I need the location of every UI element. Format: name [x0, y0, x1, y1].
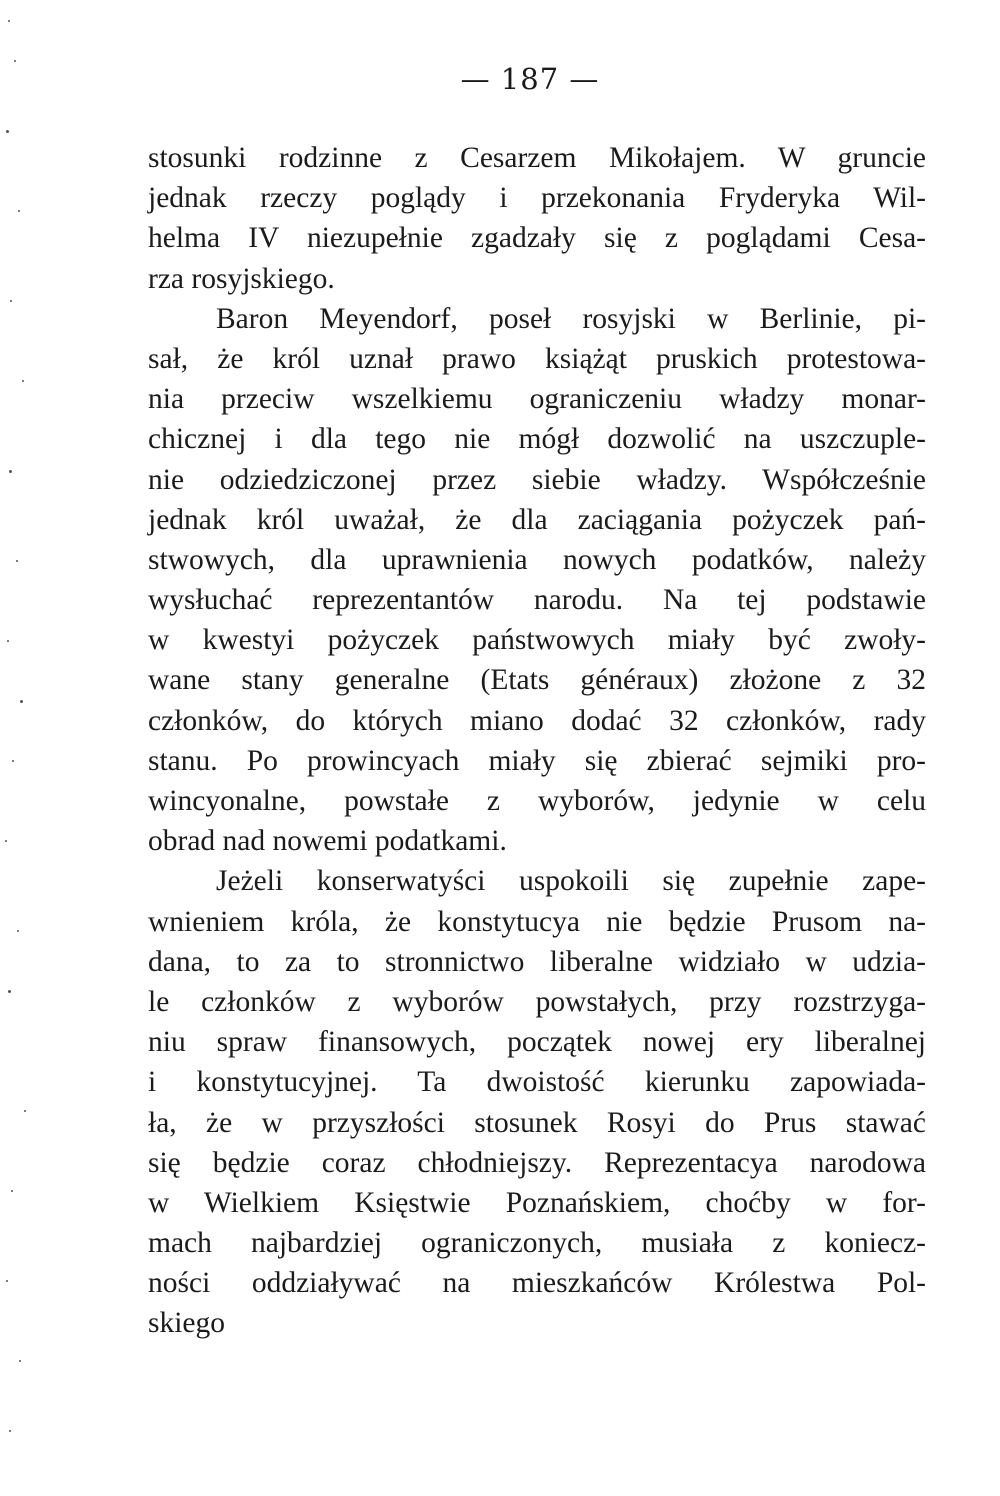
- body-text: [148, 138, 926, 1344]
- scan-speck: [12, 760, 14, 762]
- scan-speck: [18, 210, 20, 212]
- scan-speck: [7, 640, 9, 642]
- text-line: ności oddziaływać na mieszkańców Królestwa Pol-: [148, 1267, 926, 1300]
- scan-speck: [16, 560, 18, 562]
- scan-speck: [8, 20, 10, 22]
- scan-speck: [17, 930, 19, 932]
- text-line: niu spraw finansowych, początek nowej ery liberalnej: [148, 1026, 926, 1059]
- text-line: mach najbardziej ograniczonych, musiała z koniecz-: [148, 1227, 926, 1260]
- text-line: obrad nad nowemi podatkami.: [148, 825, 507, 858]
- scan-speck: [14, 60, 16, 62]
- scan-speck: [10, 300, 12, 302]
- text-line: rza rosyjskiego.: [148, 262, 335, 295]
- scan-speck: [11, 1190, 13, 1192]
- text-line: wysłuchać reprezentantów narodu. Na tej podstawie: [148, 584, 926, 617]
- text-line: nia przeciw wszelkiemu ograniczeniu władzy monar-: [148, 383, 926, 416]
- scan-speck: [24, 1110, 26, 1112]
- scan-edge-noise: [0, 0, 40, 1496]
- text-line: jednak król uważał, że dla zaciągania pożyczek pań-: [148, 503, 926, 536]
- scan-speck: [6, 1280, 8, 1282]
- text-line: le członków z wyborów powstałych, przy rozstrzyga-: [148, 985, 926, 1018]
- text-line: wincyonalne, powstałe z wyborów, jedynie w celu: [148, 785, 926, 817]
- text-line: stwowych, dla uprawnienia nowych podatków, należy: [148, 543, 926, 576]
- text-line: skiego: [148, 1307, 226, 1340]
- text-line: w Wielkiem Księstwie Poznańskiem, choćby w for-: [148, 1186, 926, 1219]
- scan-speck: [9, 470, 12, 473]
- scan-speck: [9, 1430, 11, 1432]
- page-number: — 187 —: [460, 62, 600, 96]
- text-line: helma IV niezupełnie zgadzały się z poglądami Cesa-: [148, 222, 926, 255]
- text-line: jednak rzeczy poglądy i przekonania Fryderyka Wil-: [148, 182, 926, 215]
- text-line: chicznej i dla tego nie mógł dozwolić na uszczuple-: [148, 423, 926, 456]
- text-line: ła, że w przyszłości stosunek Rosyi do Prus stawać: [148, 1106, 926, 1139]
- text-line: Baron Meyendorf, poseł rosyjski w Berlinie, pi-: [216, 302, 926, 335]
- text-line: stanu. Po prowincyach miały się zbierać sejmiki pro-: [148, 744, 926, 777]
- text-line: się będzie coraz chłodniejszy. Reprezentacya narodowa: [148, 1146, 926, 1179]
- text-line: sał, że król uznał prawo książąt pruskich protestowa-: [148, 342, 926, 375]
- scan-speck: [6, 130, 9, 133]
- text-line: i konstytucyjnej. Ta dwoistość kierunku zapowiada-: [148, 1066, 926, 1099]
- text-line: nie odziedziczonej przez siebie władzy. Współcześnie: [148, 463, 926, 496]
- scan-speck: [5, 840, 7, 842]
- text-line: dana, to za to stronnictwo liberalne widziało w udzia-: [148, 945, 926, 978]
- text-line: Jeżeli konserwatyści uspokoili się zupełnie zape-: [216, 865, 926, 898]
- scan-speck: [19, 1360, 21, 1362]
- text-line: stosunki rodzinne z Cesarzem Mikołajem. W gruncie: [148, 142, 926, 174]
- text-line: w kwestyi pożyczek państwowych miały być zwoły-: [148, 624, 926, 657]
- text-line: wnieniem króla, że konstytucya nie będzie Prusom na-: [148, 905, 926, 938]
- text-line: wane stany generalne (Etats généraux) złożone z 32: [148, 664, 926, 697]
- scan-speck: [20, 700, 23, 703]
- scan-speck: [22, 380, 24, 382]
- text-line: członków, do których miano dodać 32 członków, rady: [148, 704, 926, 737]
- scan-speck: [8, 990, 11, 993]
